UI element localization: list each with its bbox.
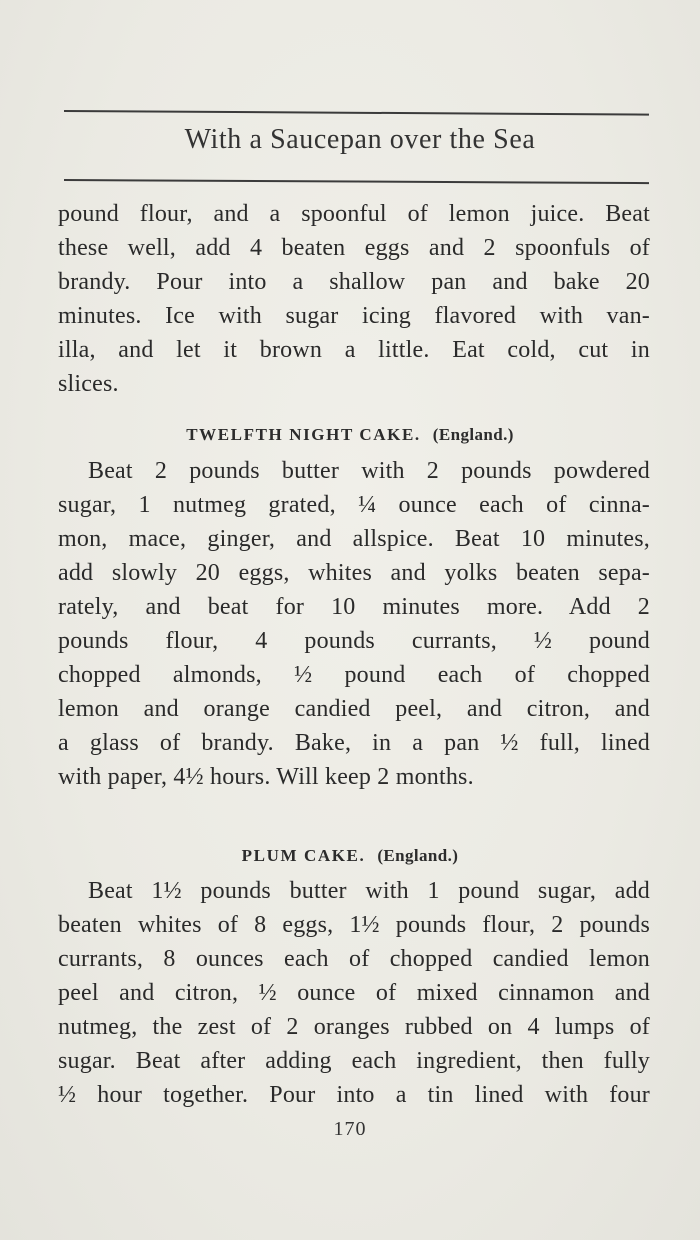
text-line: these well, add 4 beaten eggs and 2 spoonfuls of xyxy=(58,235,650,261)
text-line: a glass of brandy. Bake, in a pan ½ full, lined xyxy=(58,730,650,756)
recipe-heading-twelfth-night-cake xyxy=(0,425,700,445)
text-line: sugar. Beat after adding each ingredient, then fully xyxy=(58,1048,650,1074)
recipe-body-plum-cake xyxy=(58,874,650,1112)
recipe-body-twelfth-night-cake xyxy=(58,454,650,794)
recipe-origin: (England.) xyxy=(432,425,514,444)
recipe-title: TWELFTH NIGHT CAKE. xyxy=(186,425,421,444)
text-line: add slowly 20 eggs, whites and yolks beaten sepa- xyxy=(58,560,650,586)
text-line: mon, mace, ginger, and allspice. Beat 10 minutes, xyxy=(58,526,650,552)
text-line: rately, and beat for 10 minutes more. Add 2 xyxy=(58,594,650,620)
text-line: beaten whites of 8 eggs, 1½ pounds flour, 2 pounds xyxy=(58,912,650,938)
text-line: lemon and orange candied peel, and citron, and xyxy=(58,696,650,722)
text-line: currants, 8 ounces each of chopped candied lemon xyxy=(58,946,650,972)
text-line: peel and citron, ½ ounce of mixed cinnamon and xyxy=(58,980,650,1006)
text-line: with paper, 4½ hours. Will keep 2 months. xyxy=(58,764,474,790)
continuation-paragraph xyxy=(58,197,650,401)
header-rule-top xyxy=(64,110,649,116)
text-line: slices. xyxy=(58,371,119,397)
text-line: pounds flour, 4 pounds currants, ½ pound xyxy=(58,628,650,654)
recipe-heading-plum-cake xyxy=(0,846,700,866)
recipe-title: PLUM CAKE. xyxy=(241,846,366,865)
page-number: 170 xyxy=(333,1118,367,1140)
header-rule-bottom xyxy=(64,179,649,184)
text-line: chopped almonds, ½ pound each of chopped xyxy=(58,662,650,688)
recipe-origin: (England.) xyxy=(377,846,459,865)
text-line: nutmeg, the zest of 2 oranges rubbed on 4 lumps of xyxy=(58,1014,650,1040)
text-line: minutes. Ice with sugar icing flavored with van- xyxy=(58,303,650,329)
text-line: Beat 2 pounds butter with 2 pounds powdered xyxy=(88,458,650,484)
running-head: With a Saucepan over the Sea xyxy=(184,124,536,155)
text-line: brandy. Pour into a shallow pan and bake 20 xyxy=(58,269,650,295)
text-line: Beat 1½ pounds butter with 1 pound sugar, add xyxy=(88,878,650,904)
text-line: illa, and let it brown a little. Eat cold, cut in xyxy=(58,337,650,363)
text-line: pound flour, and a spoonful of lemon juice. Beat xyxy=(58,201,650,227)
text-line: ½ hour together. Pour into a tin lined with four xyxy=(58,1082,650,1108)
text-line: sugar, 1 nutmeg grated, ¼ ounce each of cinna- xyxy=(58,492,650,518)
